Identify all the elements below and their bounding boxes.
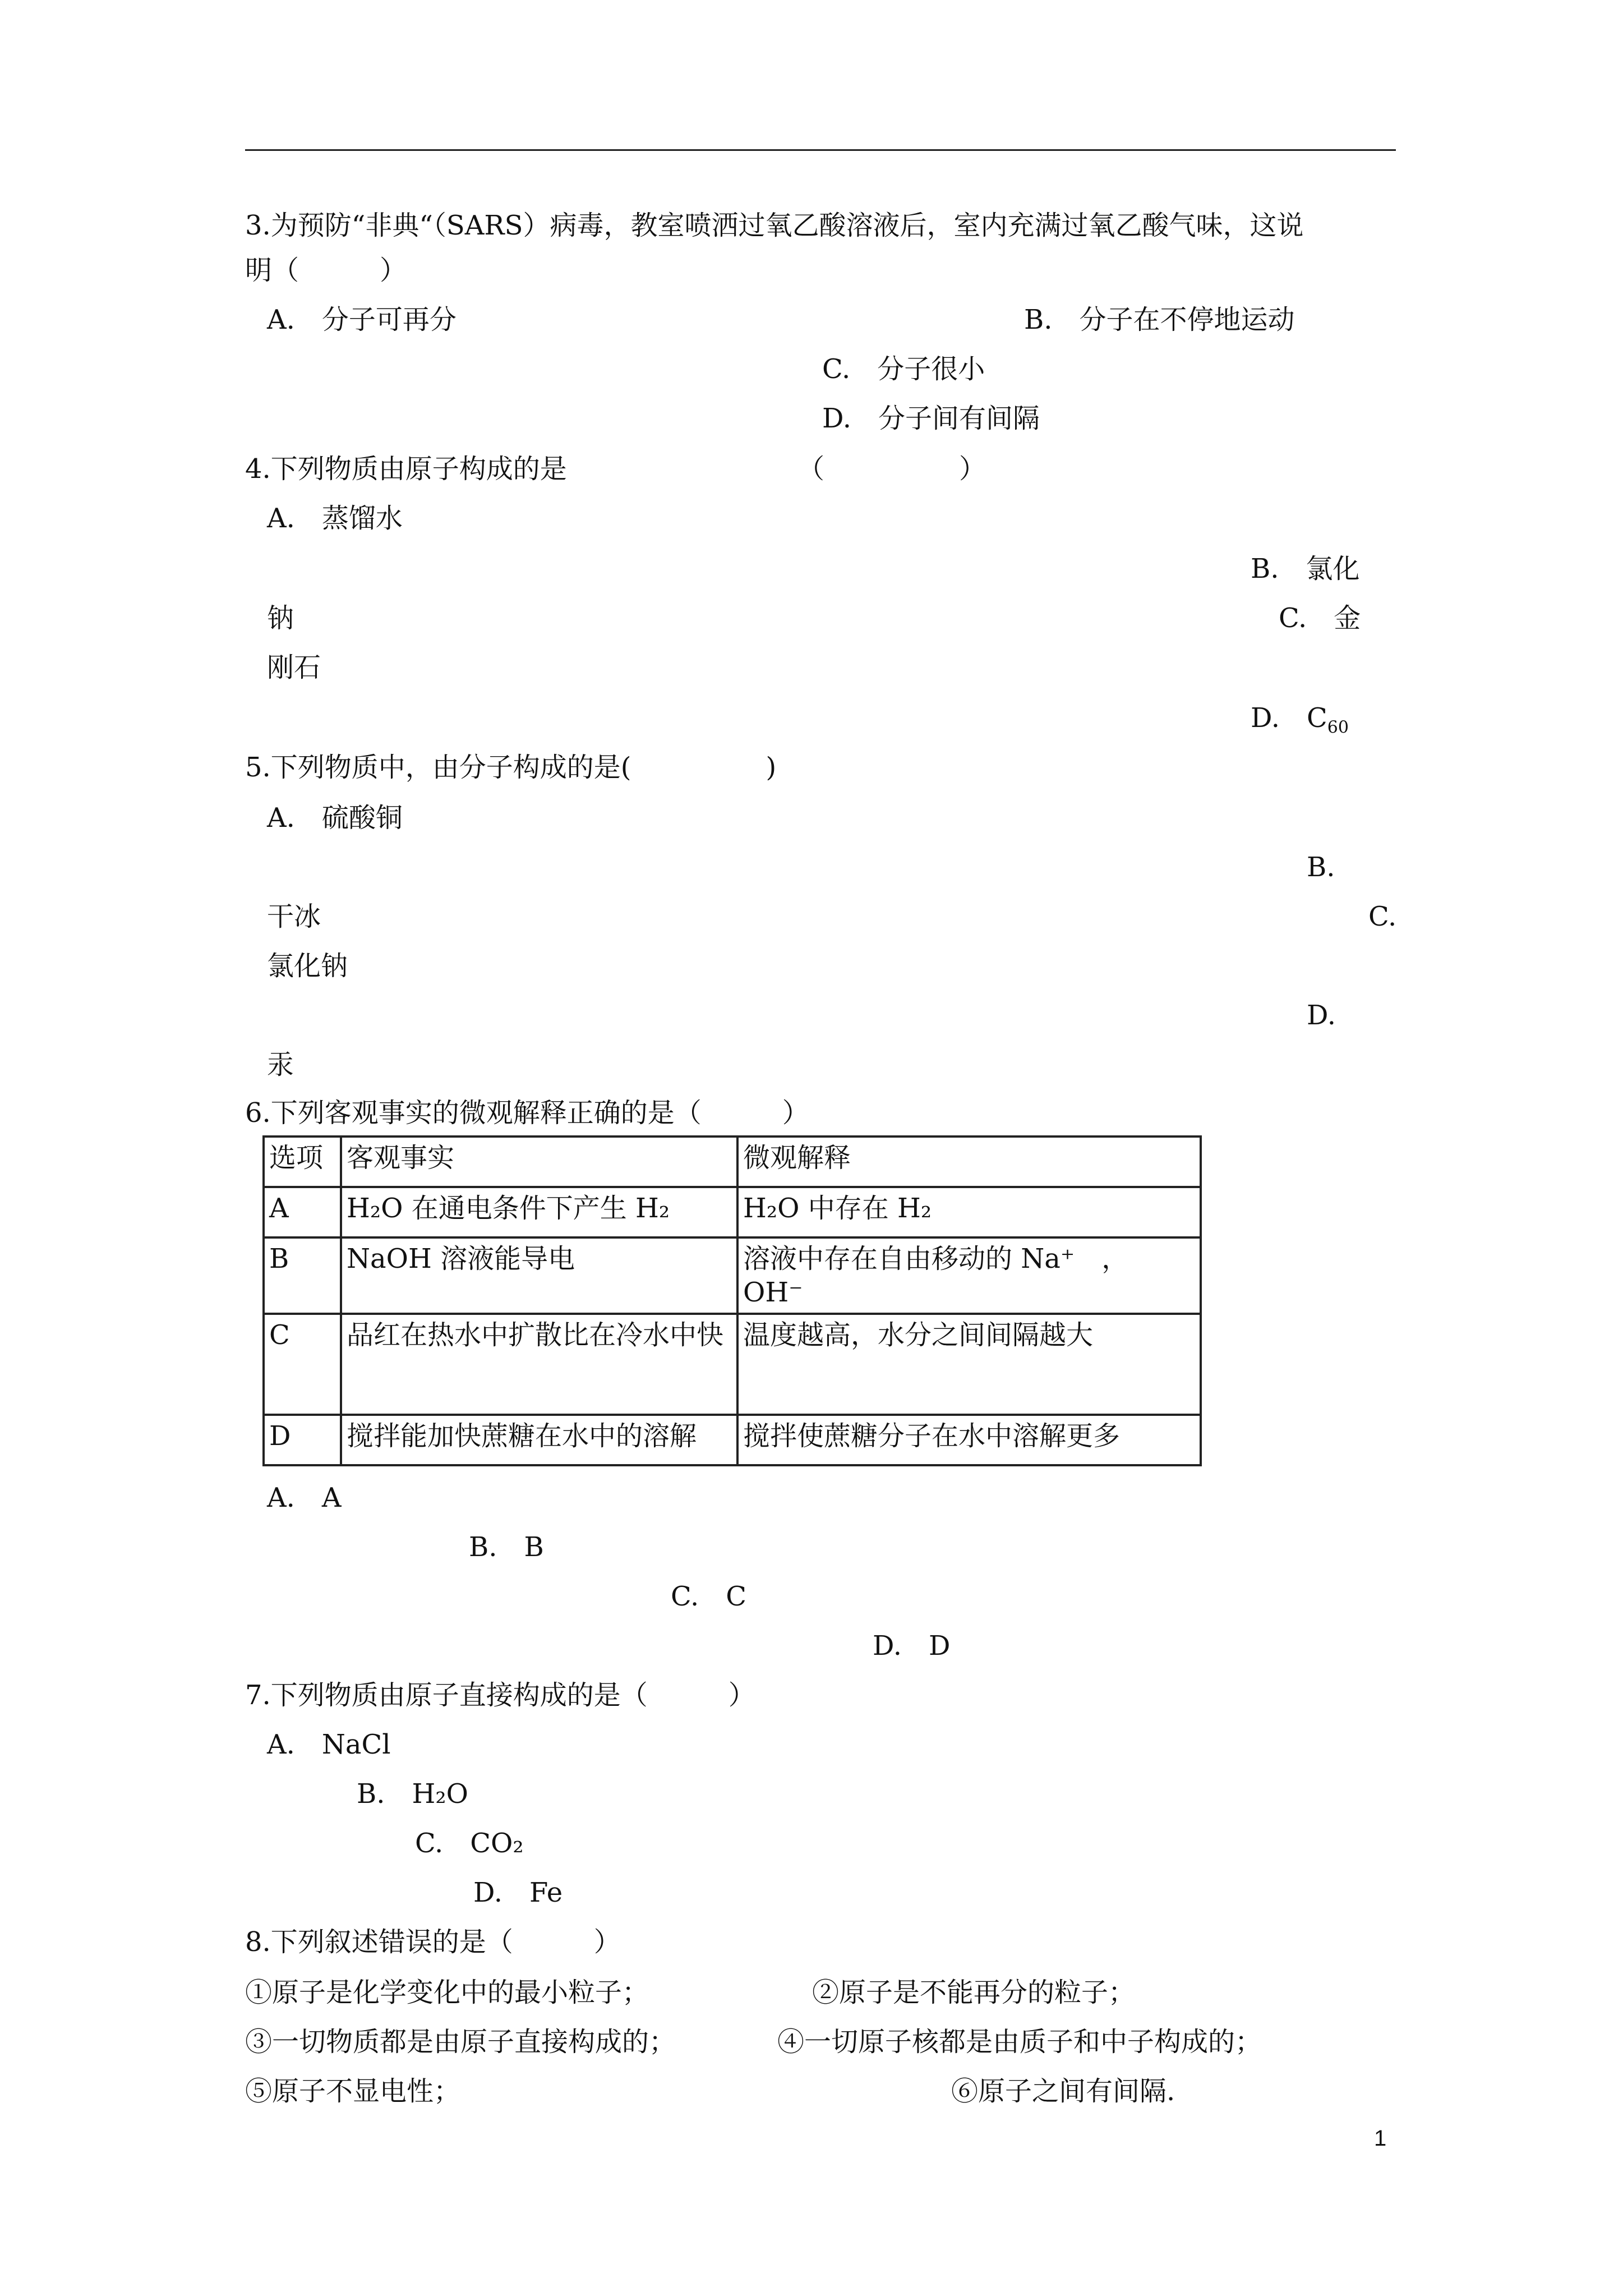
q6-option-b: B. B	[469, 1531, 544, 1563]
row-b-fact: NaOH 溶液能导电	[341, 1237, 737, 1314]
q4-option-a: A. 蒸馏水	[267, 503, 403, 534]
q7-option-a: A. NaCl	[267, 1729, 391, 1760]
row-b-explanation: 溶液中存在自由移动的 Na⁺ ， OH⁻	[737, 1237, 1201, 1314]
q4-option-c: C. 金	[1279, 602, 1361, 634]
row-c-option: C	[264, 1314, 341, 1415]
row-b-option: B	[264, 1237, 341, 1314]
q5-option-c-cont: 氯化钠	[267, 950, 348, 982]
q3-option-d: D. 分子间有间隔	[822, 403, 1040, 434]
row-c-explanation: 温度越高，水分之间间隔越大	[737, 1314, 1201, 1415]
q3-stem-line1: 3.为预防“非典“（SARS）病毒，教室喷洒过氧乙酸溶液后，室内充满过氧乙酸气味，这说	[245, 210, 1304, 241]
row-c-fact: 品红在热水中扩散比在冷水中快	[341, 1314, 737, 1415]
row-d-explanation: 搅拌使蔗糖分子在水中溶解更多	[737, 1415, 1201, 1465]
q6-stem: 6.下列客观事实的微观解释正确的是（ ）	[245, 1097, 809, 1129]
q5-stem: 5.下列物质中，由分子构成的是( )	[245, 752, 777, 783]
q8-stem: 8.下列叙述错误的是（ ）	[245, 1926, 621, 1958]
q5-option-b: B.	[1307, 852, 1335, 883]
table-row	[264, 1415, 1201, 1465]
q4-paren: （ ）	[797, 453, 986, 485]
q5-option-b-cont: 干冰	[267, 901, 321, 932]
q4-option-c-cont: 刚石	[267, 652, 321, 683]
q8-statement-1: ①原子是化学变化中的最小粒子；	[245, 1977, 649, 2008]
q6-option-c: C. C	[671, 1581, 747, 1612]
row-a-fact: H₂O 在通电条件下产生 H₂	[341, 1187, 737, 1237]
header-rule	[245, 149, 1396, 151]
q4-option-b-cont: 钠	[267, 602, 294, 634]
table-row	[264, 1187, 1201, 1237]
q8-statement-3: ③一切物质都是由原子直接构成的；	[245, 2026, 676, 2058]
q8-statement-2: ②原子是不能再分的粒子；	[812, 1977, 1136, 2008]
page-number: 1	[1374, 2126, 1387, 2151]
q7-stem: 7.下列物质由原子直接构成的是（ ）	[245, 1680, 755, 1711]
q8-statement-5: ⑤原子不显电性；	[245, 2076, 461, 2107]
q3-option-b: B. 分子在不停地运动	[1024, 304, 1295, 335]
q4-option-b: B. 氯化	[1251, 553, 1360, 585]
header-explanation: 微观解释	[737, 1137, 1201, 1187]
q7-option-c: C. CO₂	[415, 1828, 524, 1859]
header-fact: 客观事实	[341, 1137, 737, 1187]
q6-option-a: A. A	[267, 1482, 342, 1513]
q5-option-d-cont: 汞	[267, 1049, 294, 1080]
q7-option-d: D. Fe	[473, 1877, 563, 1908]
row-d-option: D	[264, 1415, 341, 1465]
header-option: 选项	[264, 1137, 341, 1187]
row-d-fact: 搅拌能加快蔗糖在水中的溶解	[341, 1415, 737, 1465]
q7-option-b: B. H₂O	[357, 1778, 468, 1810]
q6-table	[262, 1135, 1202, 1466]
row-a-option: A	[264, 1187, 341, 1237]
table-header-row	[264, 1137, 1201, 1187]
table-row	[264, 1314, 1201, 1415]
q5-option-d: D.	[1307, 1000, 1336, 1031]
q4-option-d: D. $C_{60}$	[1251, 702, 1349, 738]
table-row	[264, 1237, 1201, 1314]
q8-statement-4: ④一切原子核都是由质子和中子构成的；	[777, 2026, 1262, 2058]
q4-stem: 4.下列物质由原子构成的是	[245, 453, 567, 485]
q3-stem-line2: 明（ ）	[245, 255, 407, 286]
q5-option-c: C.	[1368, 901, 1397, 932]
row-a-explanation: H₂O 中存在 H₂	[737, 1187, 1201, 1237]
q3-option-c: C. 分子很小	[822, 353, 985, 385]
q6-option-d: D. D	[873, 1630, 951, 1662]
q8-statement-6: ⑥原子之间有间隔.	[951, 2076, 1175, 2107]
q3-option-a: A. 分子可再分	[267, 304, 457, 335]
q5-option-a: A. 硫酸铜	[267, 802, 403, 834]
